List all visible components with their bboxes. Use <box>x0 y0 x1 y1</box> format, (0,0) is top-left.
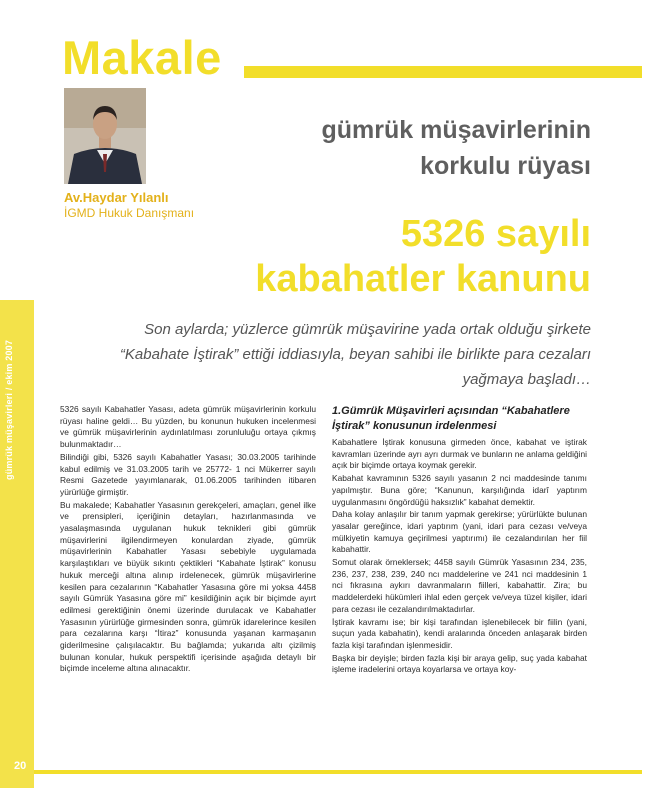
headline-yellow <box>151 212 591 302</box>
body-paragraph: Bu makalede; Kabahatler Yasasının gerekçeleri, amaçları, genel ilke ve prensipleri, içeriğinin detayları, hazırlanmasında ve yasalaşmasında uygulanan hukuk teknikleri gibi gümrük müşavirlerini ilgilendirmeyen konulardan ziyade, gümrük müşavirlerinin Kabahatler Yasası sebebiyle uygulamada karşılaştıkları ve büyük sıkıntı çektikleri “Kabahate İştirak” konusu hukuk merceği altına alınıp irdelenecek, gümrük müşavirlerine kesilen para cezalarının “Kabahatler Yasasına göre mi yoksa 4458 sayılı Gümrük Yasasına göre mi” kesildiğinin açık bir biçimde ayırt edilmesi gerektiğinin önemi üzerinde durulacak ve Kabahatler Yasasının yürürlüğe girmesinden sonra, gümrük idarelerince kesilen para cezalarına karşı “İtiraz” konusunda yaşanan karmaşanın giderilmesine çalışılacaktır. Bu bağlamda; yukarıda altı çizilmiş bulunan konular, hukuk perspektifi içerisinde aşağıda detaylı bir biçimde inceleme altına alınacaktır. <box>60 499 316 674</box>
headline-line: kabahatler kanunu <box>255 258 591 300</box>
left-column <box>60 404 316 676</box>
lead-line: yağmaya başladı… <box>462 371 591 388</box>
body-paragraph: Başka bir deyişle; birden fazla kişi bir araya gelip, suç yada kabahat işleme iradelerini ortaya koyarlarsa ve ortaya koy- <box>332 652 587 675</box>
author-name: Av.Haydar Yılanlı <box>64 190 169 205</box>
body-paragraph: Bilindiği gibi, 5326 sayılı Kabahatler Yasası; 30.03.2005 tarihinde kabul edilmiş ve 31.03.2005 tarih ve 25772- 1 nci Mükerrer sayılı Resmi Gazetede yayımlanarak, 01.06.2005 tarihinden itibaren yürürlüğe girmiştir. <box>60 451 316 497</box>
lead-paragraph <box>71 317 591 392</box>
body-paragraph: Kabahatlere İştirak konusuna girmeden önce, kabahat ve iştirak kavramları üzerinde ayrı ayrı durmak ve bunların ne anlama geldiğini açık bir biçimde ortaya koymak gerekir. <box>332 437 587 471</box>
headline-line: korkulu rüyası <box>420 152 591 180</box>
author-photo <box>64 88 146 184</box>
body-paragraph: 5326 sayılı Kabahatler Yasası, adeta gümrük müşavirlerinin korkulu rüyası haline geldi… Bu yüzden, bu konunun hukuken incelenmesi ve gümrük müşavirlerinin aydınlatılması zorunluluğu ortaya çıkmış bulunmaktadır… <box>60 404 316 450</box>
headline-line: 5326 sayılı <box>400 213 591 255</box>
lead-line: Son aylarda; yüzlerce gümrük müşavirine yada ortak olduğu şirkete <box>144 321 591 338</box>
lead-line: “Kabahate İştirak” ettiği iddiasıyla, beyan sahibi ile birlikte para cezaları <box>119 346 591 363</box>
column-heading: 1.Gümrük Müşavirleri açısından “Kabahatlere İştirak” konusunun irdelenmesi <box>332 405 570 432</box>
sidebar-issue-label: gümrük müşavirleri / ekim 2007 <box>4 339 14 480</box>
section-title: Makale <box>62 31 222 84</box>
bottom-rule <box>34 770 642 774</box>
body-paragraph: Somut olarak örneklersek; 4458 sayılı Gümrük Yasasının 234, 235, 236, 237, 238, 239, 240 ncı maddelerine ve 241 nci maddesinin 1 nci fıkrasına aykırı davranmaların fiilleri, kabahattir. Zira; bu maddelerdeki hükümleri ihlal eden gerçek ve/veya tüzel kişiler, idari para cezası ile cezalandırılmaktadırlar. <box>332 557 587 614</box>
headline-grey <box>231 112 591 184</box>
page-number: 20 <box>14 760 27 772</box>
body-paragraph: Daha kolay anlaşılır bir tanım yapmak gerekirse; yürürlükte bulunan yasalar gereğince, idari yaptırım (yani, idari para cezası ve/veya mülkiyetin kamuya geçirilmesi yaptırımı) ile cezalandırılan her fiil kabahattir. <box>332 509 587 555</box>
right-column <box>332 404 587 677</box>
body-paragraph: İştirak kavramı ise; bir kişi tarafından işlenebilecek bir fiilin (yani, suçun yada kabahatin), kendi aralarında önceden anlaşarak birden fazla kişi tarafından işlenmesidir. <box>332 616 587 650</box>
title-rule <box>244 66 642 78</box>
author-title: İGMD Hukuk Danışmanı <box>64 206 195 220</box>
headline-line: gümrük müşavirlerinin <box>321 116 591 144</box>
body-paragraph: Kabahat kavramının 5326 sayılı yasanın 2 nci maddesinde tanımı yapılmıştır. Buna göre; “Kanunun, karşılığında idarî yaptırım uygulanmasını öngördüğü haksızlık” kabahat demektir. <box>332 473 587 507</box>
